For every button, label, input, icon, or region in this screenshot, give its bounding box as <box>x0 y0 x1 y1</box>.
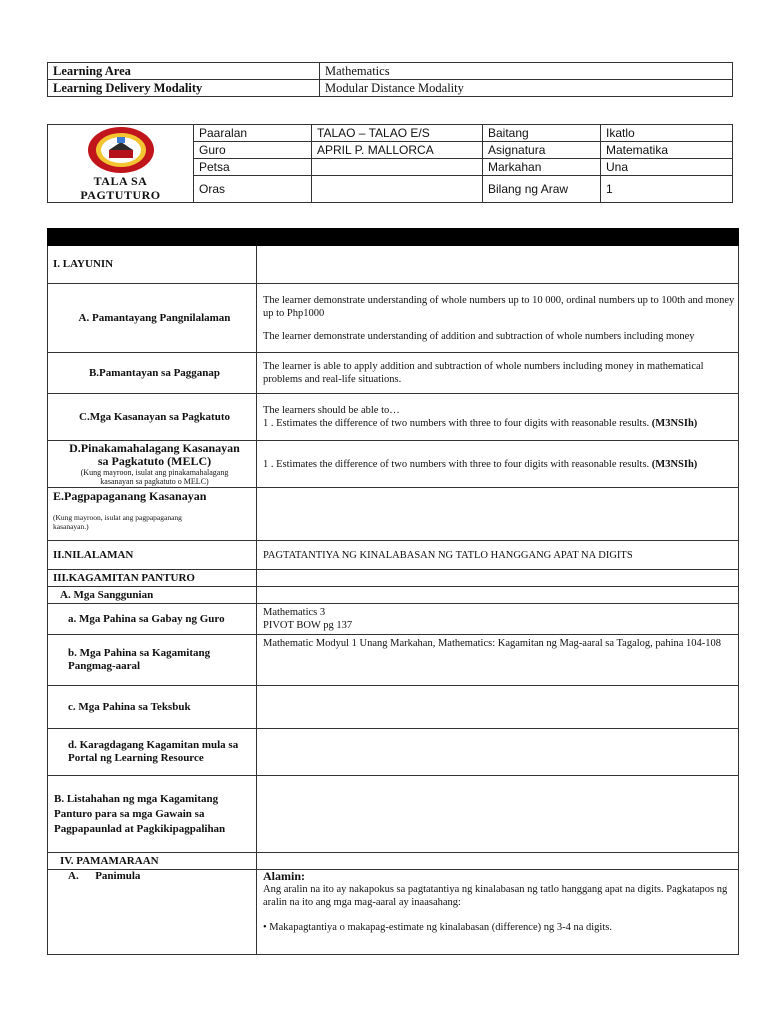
oras-label: Oras <box>194 176 312 203</box>
asignatura-value: Matematika <box>601 142 733 159</box>
guro-value: APRIL P. MALLORCA <box>312 142 483 159</box>
gabay-guro-text2: PIVOT BOW pg 137 <box>263 620 353 631</box>
melc-label-line1: D.Pinakamahalagang Kasanayan <box>69 441 240 455</box>
oras-value <box>312 176 483 203</box>
melc-code: (M3NSIh) <box>651 458 698 470</box>
pangmag-aaral-label: b. Mga Pahina sa Kagamitang Pangmag-aaral <box>48 635 257 686</box>
portal-label: d. Karagdagang Kagamitan mula sa Portal ng Learning Resource <box>48 729 257 776</box>
layunin-label: I. LAYUNIN <box>48 246 257 284</box>
school-seal-icon <box>87 126 155 174</box>
sanggunian-row <box>48 587 739 604</box>
learning-area-table <box>47 62 733 97</box>
kasanayan-pagkatuto-label: C.Mga Kasanayan sa Pagkatuto <box>48 394 257 441</box>
paaralan-label: Paaralan <box>194 125 312 142</box>
kasanayan-pagkatuto-intro: The learners should be able to… <box>263 405 400 416</box>
pamantayan-pagganap-row <box>48 353 739 394</box>
listahan-label: B. Listahahan ng mga Kagamitang Panturo para sa mga Gawain sa Pagpapaunlad at Pagkikipagpalihan <box>48 776 257 853</box>
pamantayan-pagganap-text: The learner is able to apply addition and subtraction of whole numbers including money in mathematical problems and real-life situations. <box>257 353 739 394</box>
petsa-value <box>312 159 483 176</box>
pagpapaganang-row <box>48 488 739 541</box>
kasanayan-pagkatuto-row <box>48 394 739 441</box>
pamantayang-pangnilalaman-text2: The learner demonstrate understanding of addition and subtraction of whole numbers including money <box>263 330 695 342</box>
pamamaraan-label: IV. PAMAMARAAN <box>48 853 257 870</box>
kasanayan-pagkatuto-text: 1 . Estimates the difference of two numbers with three to four digits with reasonable results. <box>263 418 650 429</box>
listahan-row <box>48 776 739 853</box>
markahan-value: Una <box>601 159 733 176</box>
logo-cell <box>48 125 194 203</box>
pangmag-aaral-row <box>48 635 739 686</box>
petsa-label: Petsa <box>194 159 312 176</box>
modality-value: Modular Distance Modality <box>320 80 733 97</box>
layunin-row <box>48 246 739 284</box>
guro-label: Guro <box>194 142 312 159</box>
modality-label: Learning Delivery Modality <box>48 80 320 97</box>
pamantayang-pangnilalaman-row <box>48 284 739 353</box>
pamantayan-pagganap-label: B.Pamantayan sa Pagganap <box>48 353 257 394</box>
pamamaraan-row <box>48 853 739 870</box>
nilalaman-label: II.NILALAMAN <box>48 541 257 570</box>
asignatura-label: Asignatura <box>483 142 601 159</box>
alamin-bullet: • Makapagtantiya o makapag-estimate ng kinalabasan (difference) ng 3-4 na digits. <box>263 922 612 933</box>
alamin-text: Ang aralin na ito ay nakapokus sa pagtatantiya ng kinalabasan ng tatlo hanggang apat na digits. Pagkatapos ng aralin na ito ang mga mag-aaral ay inaasahang: <box>263 884 728 908</box>
baitang-value: Ikatlo <box>601 125 733 142</box>
kasanayan-pagkatuto-code: (M3NSIh) <box>651 418 698 429</box>
melc-row <box>48 441 739 488</box>
gabay-guro-text1: Mathematics 3 <box>263 607 326 618</box>
pagpapaganang-note-line2: kasanayan.) <box>53 522 89 531</box>
learning-area-row <box>48 63 733 80</box>
pamantayang-pangnilalaman-label: A. Pamantayang Pangnilalaman <box>48 284 257 353</box>
pangmag-aaral-text: Mathematic Modyul 1 Unang Markahan, Mathematics: Kagamitan ng Mag-aaral sa Tagalog, pahina 104-108 <box>257 635 739 686</box>
alamin-label: Alamin: <box>263 869 305 883</box>
araw-value: 1 <box>601 176 733 203</box>
pagpapaganang-label: E.Pagpapaganang Kasanayan <box>53 489 207 503</box>
markahan-label: Markahan <box>483 159 601 176</box>
modality-row <box>48 80 733 97</box>
melc-text: 1 . Estimates the difference of two numbers with three to four digits with reasonable results. <box>263 458 650 470</box>
nilalaman-text: PAGTATANTIYA NG KINALABASAN NG TATLO HANGGANG APAT NA DIGITS <box>257 541 739 570</box>
panimula-row <box>48 870 739 955</box>
document-title-line2: PAGTUTURO <box>80 188 161 202</box>
school-info-table <box>47 124 733 203</box>
header-bar <box>48 229 739 246</box>
kagamitan-label: III.KAGAMITAN PANTURO <box>48 570 257 587</box>
kagamitan-row <box>48 570 739 587</box>
melc-note-line1: (Kung mayroon, isulat ang pinakamahalagang <box>80 468 229 477</box>
pamantayang-pangnilalaman-text1: The learner demonstrate understanding of whole numbers up to 10 000, ordinal numbers up to 100th and money up to Php1000 <box>263 294 735 319</box>
learning-area-label: Learning Area <box>48 63 320 80</box>
document-title-line1: TALA SA <box>93 174 148 188</box>
paaralan-value: TALAO – TALAO E/S <box>312 125 483 142</box>
portal-row <box>48 729 739 776</box>
sanggunian-label: A. Mga Sanggunian <box>48 587 257 604</box>
gabay-guro-row <box>48 604 739 635</box>
lesson-plan-table <box>47 228 739 955</box>
gabay-guro-label: a. Mga Pahina sa Gabay ng Guro <box>48 604 257 635</box>
panimula-label: A. Panimula <box>48 870 257 955</box>
baitang-label: Baitang <box>483 125 601 142</box>
pagpapaganang-note-line1: (Kung mayroon, isulat ang pagpapaganang <box>53 513 182 522</box>
learning-area-value: Mathematics <box>320 63 733 80</box>
teksbuk-row <box>48 686 739 729</box>
melc-note-line2: kasanayan sa pagkatuto o MELC) <box>100 477 209 486</box>
araw-label: Bilang ng Araw <box>483 176 601 203</box>
nilalaman-row <box>48 541 739 570</box>
melc-label-line2: sa Pagkatuto (MELC) <box>97 454 212 468</box>
teksbuk-label: c. Mga Pahina sa Teksbuk <box>48 686 257 729</box>
